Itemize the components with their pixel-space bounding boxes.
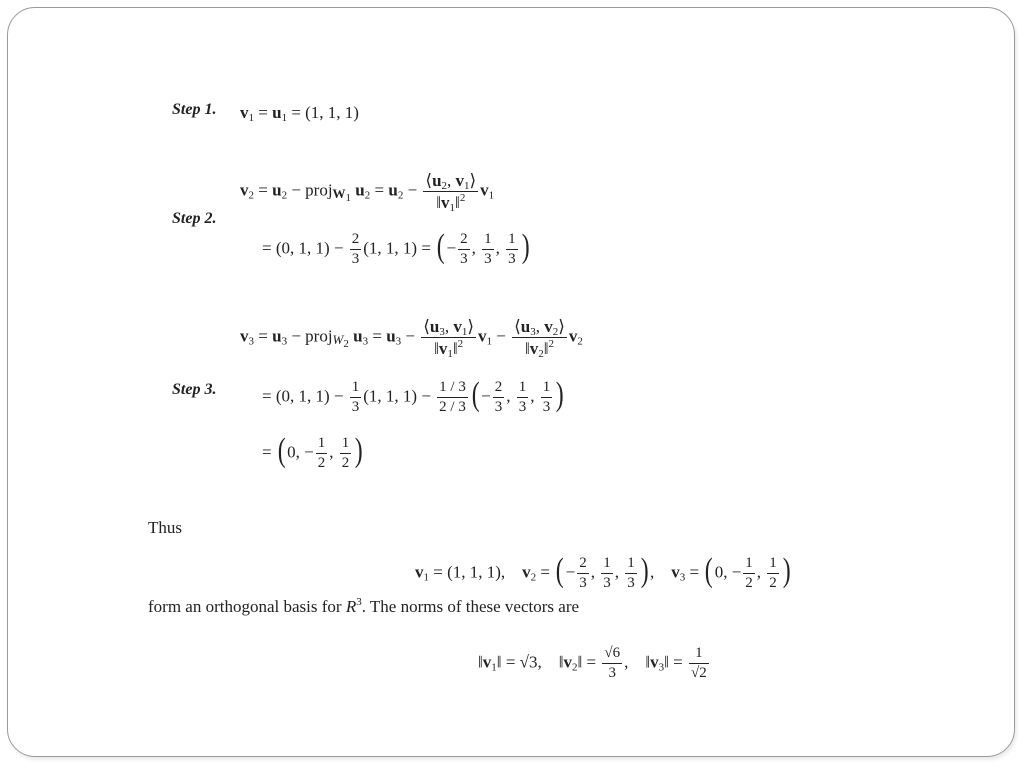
step3-label: Step 3. [172, 381, 217, 398]
norms-equation: $‖v_1‖ = √3$, $‖v_2‖$ = $\frac{√6}{3}$ , $‖v_3‖$ = $\frac{1}{√2}$ [478, 645, 707, 681]
step2-label: Step 2. [172, 210, 217, 227]
step3-equation-line1: $v_3 = u_3$ − proj$_{W_2}$ $u_3 = u_3$ − $\frac{⟨u_3, v_1⟩}{‖v_1‖^2}$ $v_1$ − $\frac{⟨u_3, v_2⟩}{‖v_2‖^2}$ $v_2$ [240, 317, 583, 360]
step1-equation: $v_1 = u_1 = (1$, 1, 1) [240, 103, 359, 124]
basis-sentence: form an orthogonal basis for $R^3$. The norms of these vectors are [148, 596, 580, 616]
thus-text: Thus [148, 518, 182, 537]
step1-label: Step 1. [172, 101, 217, 118]
step3-equation-line3: = (0, − $\frac{1}{2}$ , $\frac{1}{2}$ ) [262, 431, 363, 471]
step3-equation-line2: = (0, 1, 1) − $\frac{1}{3}$ (1, 1, 1) − $\frac{1 / 3}{2 / 3}$ (− $\frac{2}{3}$ , $\frac{1}{3}$ , $\frac{1}{3}$ ) [262, 375, 564, 415]
step2-equation-line2: = (0, 1, 1) − $\frac{2}{3}$ (1, 1, 1) = (− $\frac{2}{3}$ , $\frac{1}{3}$ , $\frac{1}{3}$ ) [262, 227, 530, 267]
basis-vectors-equation: $v_1 = (1$, 1, 1), $v_2$ = (− $\frac{2}{3}$ , $\frac{1}{3}$ , $\frac{1}{3}$ ), $v_3 = (0$, − $\frac{1}{2}$ , $\frac{1}{2}$ ) [415, 551, 791, 591]
step2-equation-line1: $v_2 = u_2$ − proj$_{W_1}$ $u_2 = u_2$ − $\frac{⟨u_2, v_1⟩}{‖v_1‖^2}$ $v_1$ [240, 171, 495, 214]
